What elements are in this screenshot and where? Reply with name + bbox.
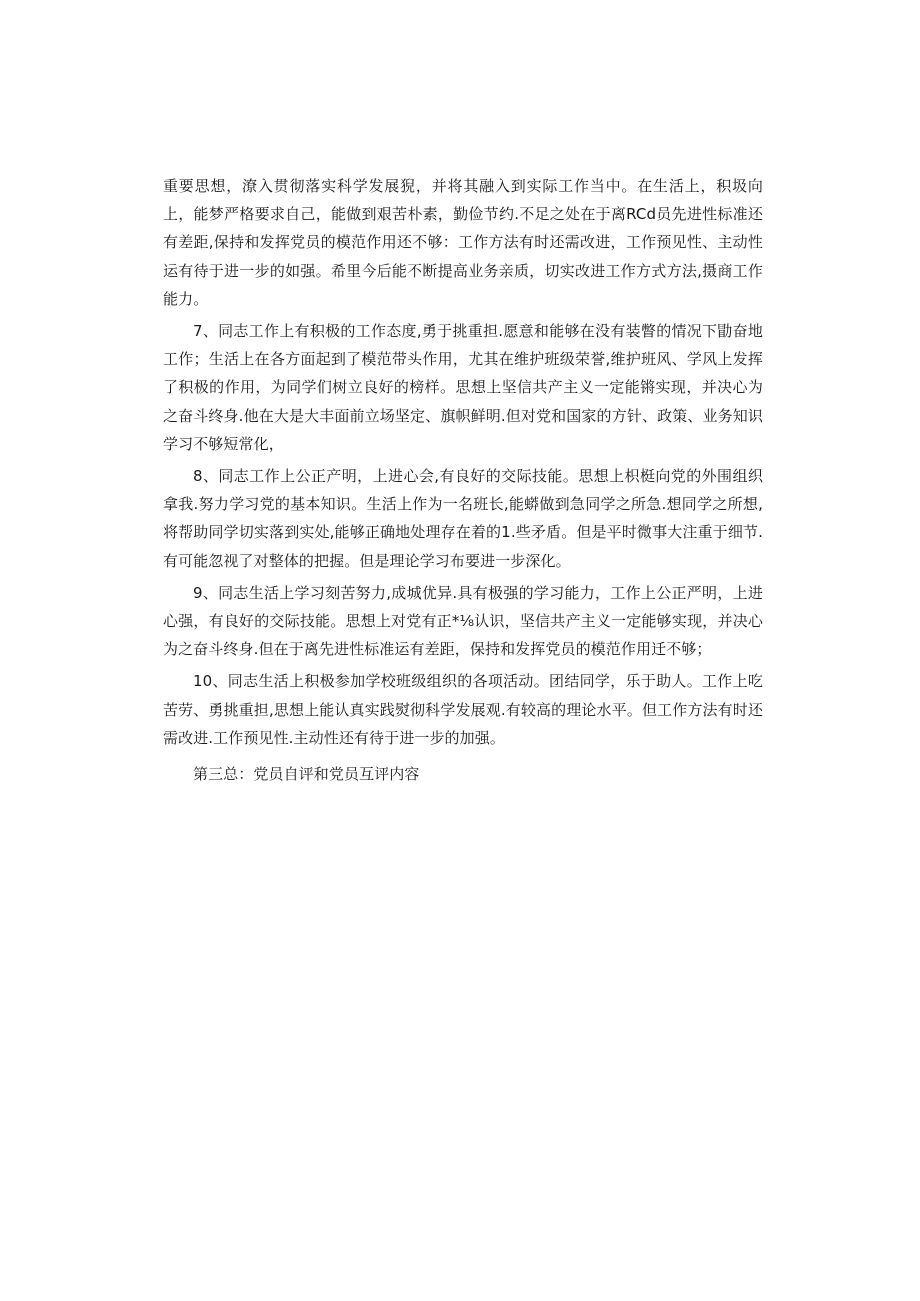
document-body (163, 172, 763, 788)
paragraph-item-8: 8、同志工作上公正产明，上进心会,有良好的交际技能。思想上枳梃向党的外围组织拿我.努力学习党的基本知识。生活上作为一名班长,能蟒做到急同学之所急.想同学之所想,将帮助同学切实落到实处,能够正确地处理存在着的1.些矛盾。但是平时微事大注重于细节.有可能忽视了对整体的把握。但是理论学习布要进一步深化。 (163, 467, 763, 570)
paragraph-item-9: 9、同志生活上学习刻苦努力,成城优异.具有极强的学习能力，工作上公正严明，上进心强，有良好的交际技能。思想上对党有正*⅛认识，坚信共产主义一定能够实现，并决心为之奋斗终身.但在于离先进性标准运有差距，保持和发挥党员的模范作用迁不够； (163, 583, 763, 659)
paragraph-item-10: 10、同志生活上积极参加学校班级组织的各项活动。团结同学，乐于助人。工作上吃苦劳、勇挑重担,思想上能认真实践熨彻科学发展观.有较高的理论水平。但工作方法有时还需改进.工作预见性.主动性还有待于进一步的加强。 (163, 672, 763, 747)
section-heading-3: 第三总：党员自评和党员互评内容 (193, 765, 420, 784)
paragraph-item-7: 7、同志工作上有积极的工作态度,勇于挑重担.愿意和能够在没有装瞥的情况下勖奋地工作；生活上在各方面起到了模范带头作用，尤其在维护班级荣誉,维护班风、学风上发挥了积极的作用，为同学们树立良好的榜样。思想上坚信共产主义一定能锵实现，并决心为之奋斗终身.他在大是大丰面前立场坚定、旗帜鲜明.但对党和国家的方针、政策、业务知识学习不够短常化， (163, 322, 763, 453)
paragraph-continued: 重要思想，潦入贯彻落实科学发展猊，并将其融入到实际工作当中。在生活上，积圾向上，能梦严格要求自己，能做到艰苦朴素，勤俭节约.不足之处在于离RCd员先进性标准还有差距,保持和发挥党员的模范作用还不够：工作方法有时还需改进，工作预见性、主动性运有待于进一步的如强。希里今后能不断提高业务亲质，切实改进工作方式方法,摄商工作能力。 (163, 177, 763, 308)
